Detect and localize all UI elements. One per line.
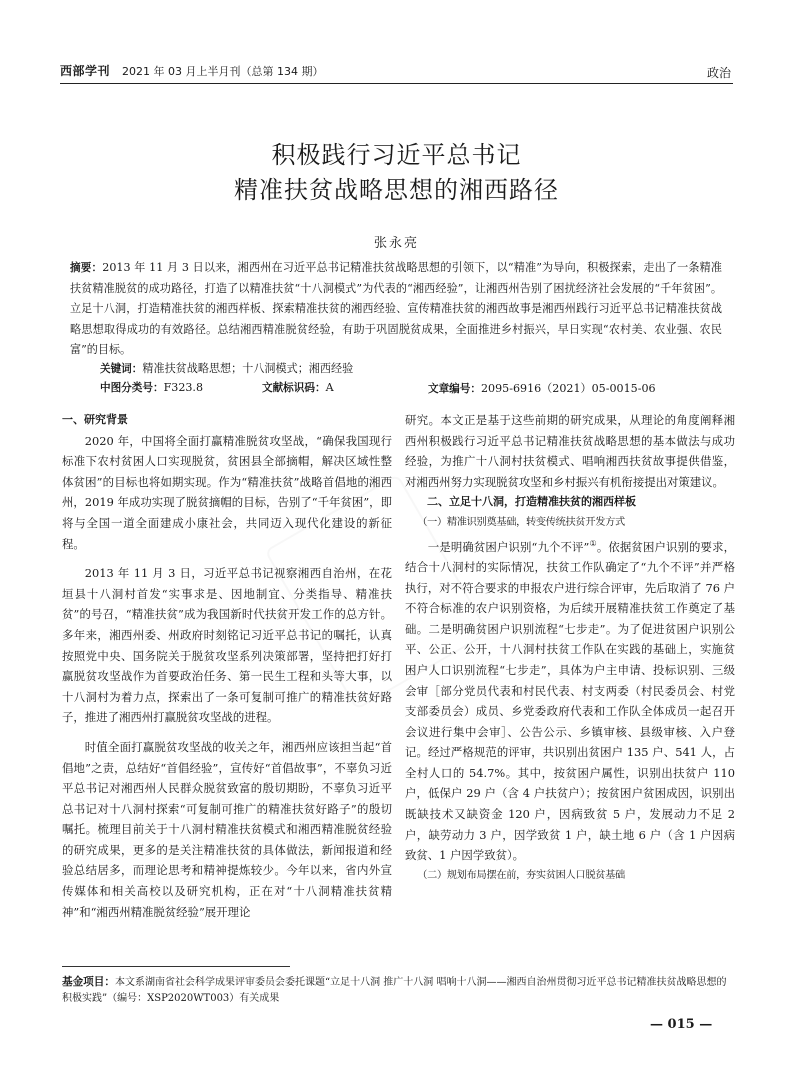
paragraph-text: 。依据贫困户识别的要求，结合十八洞村的实际情况，扶贫工作队确定了“九个不评”并严格执行，对不符合要求的申报农户进行综合评审，先后取消了 76 户不符合标准的农户识别资格，为后续开展精准扶贫工作奠定了基础。二是明确贫困户识别流程“七步走”。为了促进贫困户识别公平、公正、公开，十八洞村扶贫工作队在实践的基础上，实施贫困户人口识别流程“七步走”，具体为户主申请、投标识别、三级会审［部分党员代表和村民代表、村支两委（村民委员会、村党支部委员会）成员、乡党委政府代表和工作队全体成员一起召开会议进行集中会审］、公告公示、乡镇审核、县级审核、入户登记。经过严格规范的评审，共识别出贫困户 135 户、541 人，占全村人口的 54.7%。其中，按贫困户属性，识别出扶贫户 110 户，低保户 29 户（含 4 户扶贫户）；按贫困户贫困成因，识别出既缺技术又缺资金 120 户，因病致贫 5 户，发展动力不足 2 户，缺劳动力 3 户，因学致贫 1 户，缺土地 6 户（含 1 户因病致贫、1 户因学致贫）。	[405, 539, 735, 863]
paragraph: 2013 年 11 月 3 日，习近平总书记视察湘西自治州，在花垣县十八洞村首发“实事求是、因地制宜、分类指导、精准扶贫”的号召，“精准扶贫”成为我国新时代扶贫开发工作的总方针。多年来，湘西州委、州政府时刻铭记习近平总书记的嘱托，认真按照党中央、国务院关于脱贫攻坚系列决策部署，坚持把打好打赢脱贫攻坚战作为首要政治任务、第一民生工程和头等大事，以十八洞村为着力点，探索出了一条可复制可推广的精准扶贫好路子，推进了湘西州打赢脱贫攻坚战的进程。	[62, 566, 392, 725]
title-line-1: 积极践行习近平总书记	[271, 141, 522, 169]
paragraph	[405, 534, 735, 866]
section-label: 政治	[706, 66, 731, 80]
footnote-ref: ①	[589, 538, 597, 548]
journal-logo: 西部学刊	[60, 64, 111, 78]
footnote-label: 基金项目：	[62, 976, 115, 988]
section-heading-2: 二、立足十八洞，打造精准扶贫的湘西样板	[427, 495, 636, 509]
article-label: 文章编号：	[428, 383, 481, 395]
article-value: 2095-6916（2021）05-0015-06	[480, 382, 656, 395]
abstract-label: 摘要：	[70, 262, 103, 274]
title-line-2: 精准扶贫战略思想的湘西路径	[234, 176, 559, 204]
section-heading-1: 一、研究背景	[62, 413, 128, 426]
author: 张永亮	[373, 236, 419, 251]
running-header	[60, 60, 733, 82]
paragraph: 研究。本文正是基于这些前期的研究成果，从理论的角度阐释湘西州积极践行习近平总书记精准扶贫战略思想的基本做法与成功经验，为推广十八洞村扶贫模式、唱响湘西扶贫故事提供借鉴，对湘西州努力实现脱贫攻坚和乡村振兴有机衔接提出对策建议。	[405, 413, 735, 489]
subsection-heading: （二）规划布局摆在前，夯实贫困人口脱贫基础	[417, 869, 625, 881]
article-title	[60, 138, 733, 208]
header-rule	[60, 83, 733, 84]
clc-number	[100, 380, 203, 395]
footnote	[62, 974, 732, 1007]
footnote-text: 本文系湖南省社会科学成果评审委员会委托课题“立足十八洞 推广十八洞 唱响十八洞——湘西自治州贯彻习近平总书记精准扶贫战略思想的积极实践”（编号：XSP2020WT003）有关成果	[62, 977, 727, 1004]
subsection-heading: （一）精准识别奠基础，转变传统扶贫开发方式	[417, 516, 625, 528]
abstract	[70, 258, 722, 361]
issue-info: 2021 年 03 月上半月刊（总第 134 期）	[122, 65, 324, 78]
paragraph: 2020 年，中国将全面打赢精准脱贫攻坚战，“确保我国现行标准下农村贫困人口实现脱贫，贫困县全部摘帽，解决区域性整体贫困”的目标也将如期实现。作为“精准扶贫”战略首倡地的湘西州，2019 年成功实现了脱贫摘帽的目标，告别了“千年贫困”，即将与全国一道全面建成小康社会，共同迈入现代化建设的新征程。	[62, 433, 392, 551]
keywords	[100, 360, 353, 376]
article-number	[428, 380, 656, 396]
page-number: — 015 —	[650, 1017, 713, 1032]
abstract-text: 2013 年 11 月 3 日以来，湘西州在习近平总书记精准扶贫战略思想的引领下，以“精准”为导向，积极探索，走出了一条精准扶贫精准脱贫的成功路径，打造了以精准扶贫“十八洞模式”为代表的“湘西经验”，让湘西州告别了困扰经济社会发展的“千年贫困”。立足十八洞，打造精准扶贫的湘西样板、探索精准扶贫的湘西经验、宣传精准扶贫的湘西故事是湘西州践行习近平总书记精准扶贫战略思想取得成功的有效路径。总结湘西精准脱贫经验，有助于巩固脱贫成果，全面推进乡村振兴，早日实现“农村美、农业强、农民富”的目标。	[70, 261, 723, 357]
clc-value: F323.8	[163, 381, 204, 394]
paragraph: 时值全面打赢脱贫攻坚战的收关之年，湘西州应该担当起“首倡地”之责，总结好“首倡经验”，宣传好“首倡故事”，不辜负习近平总书记对湘西州人民群众脱贫致富的殷切期盼，不辜负习近平总书记对十八洞村探索“可复制可推广的精准扶贫好路子”的殷切嘱托。梳理目前关于十八洞村精准扶贫模式和湘西精准脱贫经验的研究成果，更多的是关注精准扶贫的具体做法，新闻报道和经验总结居多，而理论思考和精神提炼较少。今年以来，省内外宣传媒体和相关高校以及研究机构，正在对“十八洞精准扶贫精神”和“湘西州精准脱贫经验”展开理论	[62, 739, 392, 919]
keywords-text: 精准扶贫战略思想；十八洞模式；湘西经验	[142, 362, 354, 375]
paragraph-text: 一是明确贫困户识别“九个不评”	[427, 539, 590, 554]
footnote-rule	[62, 966, 290, 967]
doc-label: 文献标识码：	[262, 382, 326, 394]
left-column	[62, 410, 392, 922]
clc-label: 中图分类号：	[100, 382, 164, 394]
right-column	[405, 410, 735, 886]
doc-value: A	[325, 381, 334, 394]
keywords-label: 关键词：	[100, 363, 143, 375]
doc-code	[262, 380, 334, 395]
